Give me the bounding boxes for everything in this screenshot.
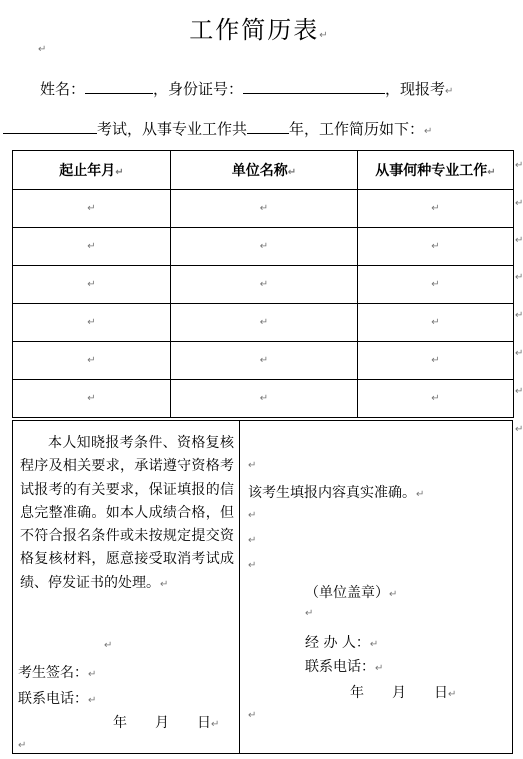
id-blank[interactable] [243, 79, 385, 94]
name-label: 姓名： [40, 80, 86, 98]
work-history-table [12, 150, 514, 418]
applicant-date[interactable]: 年 月 日↵ [113, 715, 220, 731]
paragraph-mark: ↵ [515, 272, 523, 283]
paragraph-mark: ↵ [515, 235, 523, 246]
applicant-signature[interactable]: 考生签名：↵ [18, 665, 97, 681]
paragraph-mark: ↵ [445, 86, 454, 97]
paragraph-mark: ↵ [515, 310, 523, 321]
exam-label: ，现报考 [385, 80, 446, 98]
table-row [13, 228, 514, 266]
paragraph-mark: ↵ [248, 510, 257, 521]
table-cell[interactable]: ↵ [13, 380, 171, 418]
employer-confirmation: 该考生填报内容真实准确。↵ [248, 485, 425, 501]
table-cell[interactable]: ↵ [358, 304, 514, 342]
name-blank[interactable] [85, 79, 153, 94]
paragraph-mark: ↵ [305, 608, 314, 619]
id-label: ，身份证号： [153, 80, 244, 98]
paragraph-mark: ↵ [424, 126, 433, 137]
table-row [13, 380, 514, 418]
paragraph-mark: ↵ [104, 640, 113, 651]
table-cell[interactable]: ↵ [358, 228, 514, 266]
table-cell[interactable]: ↵ [358, 190, 514, 228]
table-cell[interactable]: ↵ [13, 228, 171, 266]
table-row [13, 266, 514, 304]
applicant-phone[interactable]: 联系电话：↵ [18, 691, 97, 707]
paragraph-mark: ↵ [248, 460, 257, 471]
exam-suffix: 考试，从事专业工作共 [97, 120, 248, 138]
table-row [13, 342, 514, 380]
years-suffix: 年，工作简历如下： [289, 120, 425, 138]
table-cell[interactable]: ↵ [13, 342, 171, 380]
table-cell[interactable]: ↵ [171, 228, 358, 266]
table-row [13, 304, 514, 342]
paragraph-mark: ↵ [248, 710, 257, 721]
paragraph-mark: ↵ [515, 424, 523, 435]
exam-name-blank[interactable] [3, 119, 97, 134]
paragraph-mark: ↵ [38, 44, 47, 55]
table-cell[interactable]: ↵ [171, 380, 358, 418]
table-cell[interactable]: ↵ [13, 304, 171, 342]
paragraph-mark: ↵ [160, 578, 169, 590]
applicant-statement: 本人知晓报考条件、资格复核程序及相关要求，承诺遵守资格考试报考的有关要求，保证填报的信息完整准确。如本人成绩合格，但不符合报名条件或未按规定提交资格复核材料，愿意接受取消考试成绩、停发证书的处理。↵ [20, 435, 234, 591]
form-title-text: 工作简历表 [189, 16, 320, 44]
header-employer: 单位名称↵ [171, 151, 358, 190]
header-period: 起止年月↵ [13, 151, 171, 190]
paragraph-mark: ↵ [248, 560, 257, 571]
table-cell[interactable]: ↵ [171, 190, 358, 228]
table-cell[interactable]: ↵ [171, 342, 358, 380]
table-row [13, 190, 514, 228]
table-cell[interactable]: ↵ [358, 266, 514, 304]
table-cell[interactable]: ↵ [358, 380, 514, 418]
intro-line-1 [40, 78, 453, 99]
employer-date[interactable]: 年 月 日↵ [350, 685, 457, 701]
employer-phone[interactable]: 联系电话：↵ [305, 659, 384, 675]
paragraph-mark: ↵ [319, 30, 330, 41]
header-specialty: 从事何种专业工作↵ [358, 151, 514, 190]
years-blank[interactable] [247, 119, 289, 134]
paragraph-mark: ↵ [248, 535, 257, 546]
intro-line-2 [3, 118, 432, 139]
paragraph-mark: ↵ [515, 386, 523, 397]
table-cell[interactable]: ↵ [13, 190, 171, 228]
table-header-row [13, 151, 514, 190]
table-cell[interactable]: ↵ [171, 266, 358, 304]
paragraph-mark: ↵ [515, 198, 523, 209]
table-cell[interactable]: ↵ [171, 304, 358, 342]
paragraph-mark: ↵ [515, 160, 523, 171]
employer-seal[interactable]: （单位盖章）↵ [305, 585, 398, 601]
table-cell[interactable]: ↵ [358, 342, 514, 380]
paragraph-mark: ↵ [18, 740, 27, 751]
paragraph-mark: ↵ [515, 348, 523, 359]
section-divider [239, 420, 240, 754]
table-cell[interactable]: ↵ [13, 266, 171, 304]
employer-handler[interactable]: 经 办 人：↵ [305, 635, 379, 651]
form-title [0, 10, 519, 45]
